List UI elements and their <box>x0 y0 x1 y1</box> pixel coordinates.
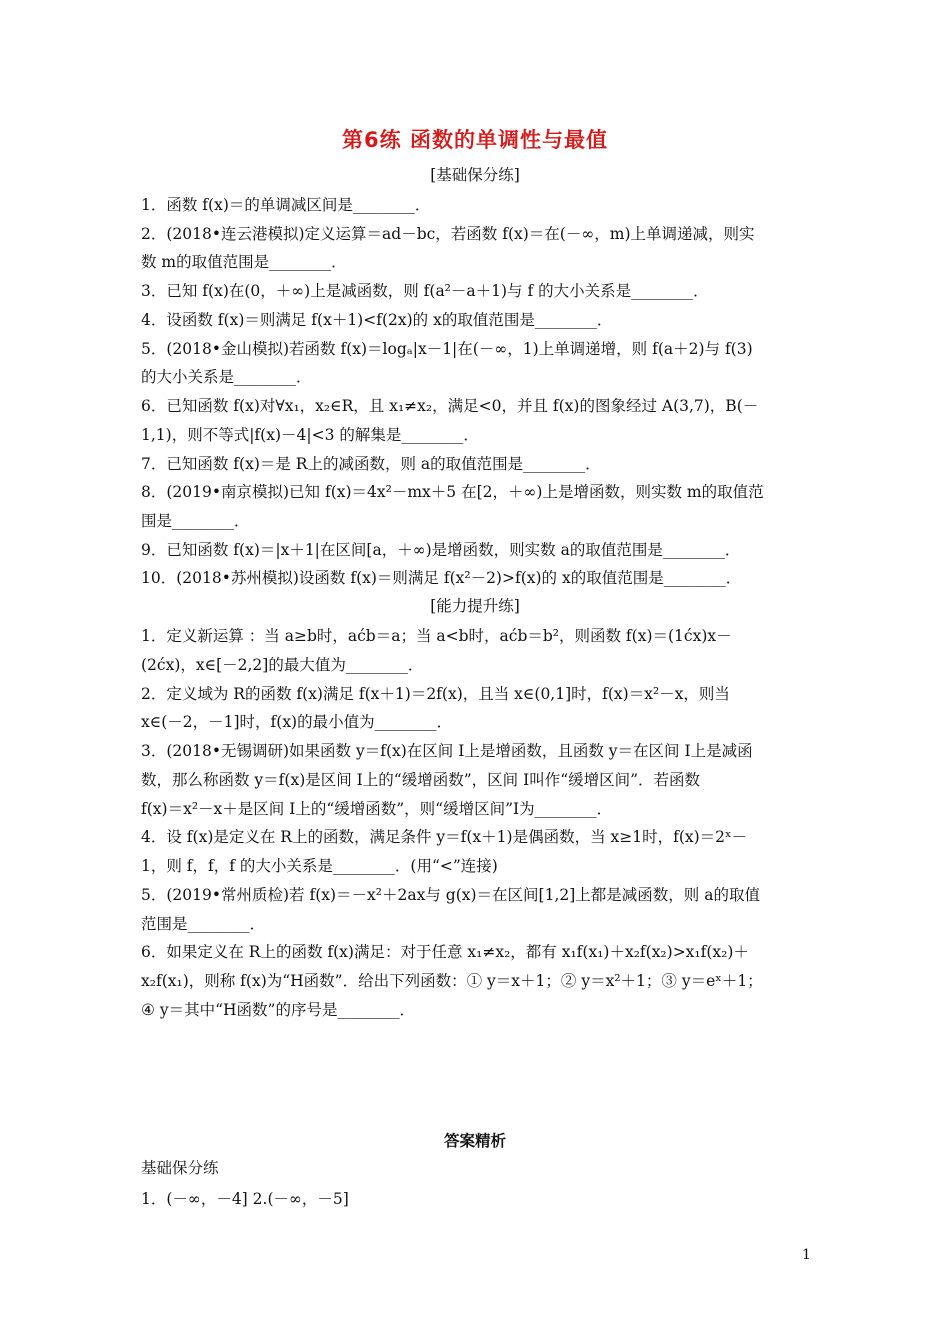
question-line: x∈(－2，－1]时，f(x)的最小值为________． <box>141 713 453 731</box>
answers-line: 1．(－∞，－4] 2.(－∞，－5] <box>141 1190 349 1208</box>
question-line: 4．设函数 f(x)＝则满足 f(x＋1)<f(2x)的 x的取值范围是________． <box>141 311 613 329</box>
page-title: 第6练 函数的单调性与最值 <box>342 128 608 152</box>
section-heading-basic: [基础保分练] <box>430 166 520 184</box>
question-line: x₂f(x₁)，则称 f(x)为“H函数”．给出下列函数：① y＝x＋1；② y＝x²＋1；③ y＝eˣ＋1； <box>141 972 763 990</box>
question-line: 1,1)，则不等式|f(x)－4|<3 的解集是________． <box>141 426 479 444</box>
question-line: 2．定义域为 R的函数 f(x)满足 f(x＋1)＝2f(x)，且当 x∈(0,1]时，f(x)＝x²－x，则当 <box>141 685 730 703</box>
question-line: 3．已知 f(x)在(0，＋∞)上是减函数，则 f(a²－a＋1)与 f 的大小关系是________． <box>141 282 709 300</box>
question-line: 5．(2019•常州质检)若 f(x)＝－x²＋2ax与 g(x)＝在区间[1,2]上都是减函数，则 a的取值 <box>141 886 760 904</box>
section-heading-advanced: [能力提升练] <box>430 597 520 615</box>
question-line: 数 m的取值范围是________． <box>141 253 347 271</box>
question-line: 2．(2018•连云港模拟)定义运算＝ad－bc，若函数 f(x)＝在(－∞，m)上单调递减，则实 <box>141 225 755 243</box>
page-number: 1 <box>802 1247 811 1263</box>
question-line: 10．(2018•苏州模拟)设函数 f(x)＝则满足 f(x²－2)>f(x)的 x的取值范围是________． <box>141 569 742 587</box>
question-line: 7．已知函数 f(x)＝是 R上的减函数，则 a的取值范围是________． <box>141 455 601 473</box>
question-line: (2ćx)，x∈[－2,2]的最大值为________． <box>141 656 424 674</box>
question-line: 9．已知函数 f(x)＝|x＋1|在区间[a，＋∞)是增函数，则实数 a的取值范围是________． <box>141 541 741 559</box>
question-line: 3．(2018•无锡调研)如果函数 y＝f(x)在区间 I上是增函数，且函数 y＝在区间 I上是减函 <box>141 742 753 760</box>
question-line: 5．(2018•金山模拟)若函数 f(x)＝logₐ|x－1|在(－∞，1)上单调递增，则 f(a＋2)与 f(3) <box>141 340 753 358</box>
question-line: 的大小关系是________． <box>141 368 312 386</box>
question-line: 1，则 f，f，f 的大小关系是________．(用“<”连接) <box>141 857 498 875</box>
question-line: 数，那么称函数 y＝f(x)是区间 I上的“缓增函数”，区间 I叫作“缓增区间”．若函数 <box>141 771 701 789</box>
question-line: 围是________． <box>141 512 250 530</box>
question-line: 4．设 f(x)是定义在 R上的函数，满足条件 y＝f(x＋1)是偶函数，当 x≥1时，f(x)＝2ˣ－ <box>141 828 748 846</box>
question-line: f(x)＝x²－x＋是区间 I上的“缓增函数”，则“缓增区间”I为________． <box>141 800 613 818</box>
answers-title: 答案精析 <box>443 1132 506 1150</box>
question-line: 1．定义新运算 ：当 a≥b时，aćb＝a；当 a<b时，aćb＝b²，则函数 f(x)＝(1ćx)x－ <box>141 627 732 645</box>
question-line: ④ y＝其中“H函数”的序号是________． <box>141 1001 415 1019</box>
answers-section-label: 基础保分练 <box>141 1159 219 1177</box>
question-line: 6．已知函数 f(x)对∀x₁，x₂∈R，且 x₁≠x₂，满足<0，并且 f(x)的图象经过 A(3,7)，B(－ <box>141 397 759 415</box>
question-line: 范围是________． <box>141 915 266 933</box>
question-line: 6．如果定义在 R上的函数 f(x)满足：对于任意 x₁≠x₂，都有 x₁f(x₁)＋x₂f(x₂)>x₁f(x₂)＋ <box>141 943 749 961</box>
question-line: 8．(2019•南京模拟)已知 f(x)＝4x²－mx＋5 在[2，＋∞)上是增函数，则实数 m的取值范 <box>141 483 764 501</box>
question-line: 1．函数 f(x)＝的单调减区间是________． <box>141 196 431 214</box>
